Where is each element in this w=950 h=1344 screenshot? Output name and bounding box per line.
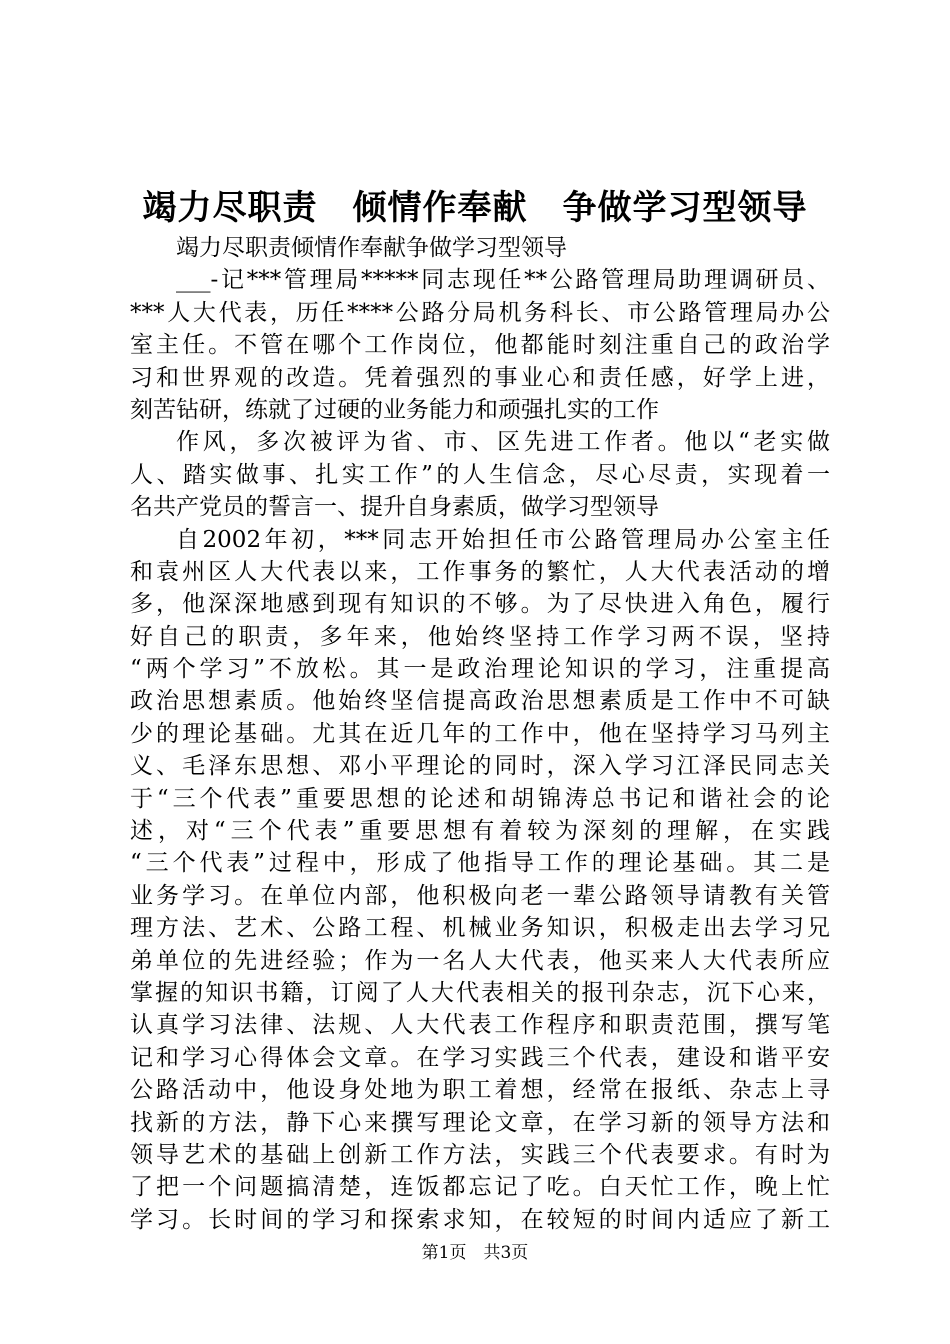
body-line: 找新的方法，静下心来撰写理论文章，在学习新的领导方法和 — [130, 1109, 830, 1136]
body-line: 和袁州区人大代表以来，工作事务的繁忙，人大代表活动的增 — [130, 558, 830, 585]
body-line: “三个代表”过程中，形成了他指导工作的理论基础。其二是 — [130, 850, 830, 877]
body-line: 掌握的知识书籍，订阅了人大代表相关的报刊杂志，沉下心来， — [130, 979, 830, 1006]
body-line: 习和世界观的改造。凭着强烈的事业心和责任感，好学上进， — [130, 364, 830, 391]
body-line: 弟单位的先进经验；作为一名人大代表，他买来人大代表所应 — [130, 947, 830, 974]
body-line: 记和学习心得体会文章。在学习实践三个代表，建设和谐平安 — [130, 1044, 830, 1071]
body-line: 少的理论基础。尤其在近几年的工作中，他在坚持学习马列主 — [130, 720, 830, 747]
body-line: 自2002年初，***同志开始担任市公路管理局办公室主任 — [176, 526, 830, 553]
body-line: 作风，多次被评为省、市、区先进工作者。他以“老实做 — [176, 429, 830, 456]
body-line-subtitle: 竭力尽职责倾情作奉献争做学习型领导 — [176, 235, 567, 261]
body-line: 室主任。不管在哪个工作岗位，他都能时刻注重自己的政治学 — [130, 332, 830, 359]
body-line: 理方法、艺术、公路工程、机械业务知识，积极走出去学习兄 — [130, 915, 830, 942]
document-title: 竭力尽职责 倾情作奉献 争做学习型领导 — [142, 188, 808, 228]
body-line: 学习。长时间的学习和探索求知，在较短的时间内适应了新工 — [130, 1206, 830, 1233]
body-line: ***人大代表，历任****公路分局机务科长、市公路管理局办公 — [130, 299, 830, 326]
body-line: 业务学习。在单位内部，他积极向老一辈公路领导请教有关管 — [130, 882, 830, 909]
body-line: ___-记***管理局*****同志现任**公路管理局助理调研员、 — [176, 267, 830, 294]
body-line: 领导艺术的基础上创新工作方法，实践三个代表要求。有时为 — [130, 1141, 830, 1168]
body-line: 认真学习法律、法规、人大代表工作程序和职责范围，撰写笔 — [130, 1012, 830, 1039]
document-body — [130, 232, 830, 1236]
body-line: “两个学习”不放松。其一是政治理论知识的学习，注重提高 — [130, 656, 830, 683]
body-line: 人、踏实做事、扎实工作”的人生信念，尽心尽责，实现着一 — [130, 461, 830, 488]
body-line: 述，对“三个代表”重要思想有着较为深刻的理解，在实践 — [130, 818, 830, 845]
body-line: 多，他深深地感到现有知识的不够。为了尽快进入角色，履行 — [130, 591, 830, 618]
body-line: 名共产党员的誓言一、提升自身素质，做学习型领导 — [130, 494, 659, 521]
body-line: 公路活动中，他设身处地为职工着想，经常在报纸、杂志上寻 — [130, 1077, 830, 1104]
body-line: 好自己的职责，多年来，他始终坚持工作学习两不误，坚持 — [130, 623, 830, 650]
body-line: 义、毛泽东思想、邓小平理论的同时，深入学习江泽民同志关 — [130, 753, 830, 780]
body-line: 刻苦钻研，练就了过硬的业务能力和顽强扎实的工作 — [130, 396, 659, 423]
page-footer: 第1页 共3页 — [421, 1243, 529, 1263]
body-line: 政治思想素质。他始终坚信提高政治思想素质是工作中不可缺 — [130, 688, 830, 715]
body-line: 了把一个问题搞清楚，连饭都忘记了吃。白天忙工作，晚上忙 — [130, 1174, 830, 1201]
body-line: 于“三个代表”重要思想的论述和胡锦涛总书记和谐社会的论 — [130, 785, 830, 812]
